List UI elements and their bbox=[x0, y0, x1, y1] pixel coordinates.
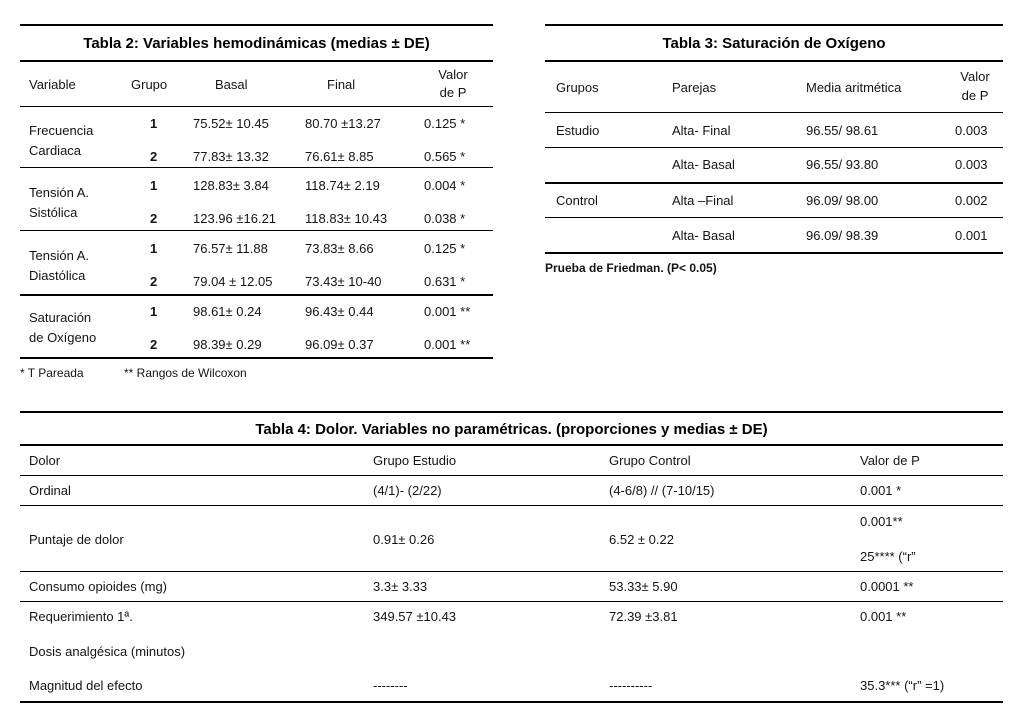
final-value: 96.09± 0.37 bbox=[305, 337, 374, 352]
grupo-cell: Control bbox=[556, 193, 598, 208]
basal-value: 128.83± 3.84 bbox=[193, 178, 269, 193]
table-2-header-rule bbox=[20, 106, 493, 107]
table-2-bottom-rule bbox=[20, 357, 493, 359]
header-variable: Variable bbox=[29, 77, 76, 92]
header-p-line-1: Valor bbox=[438, 67, 468, 82]
row-rule bbox=[20, 294, 493, 296]
control-value: 72.39 ±3.81 bbox=[609, 609, 678, 624]
control-value: 53.33± 5.90 bbox=[609, 579, 678, 594]
final-value: 96.43± 0.44 bbox=[305, 304, 374, 319]
basal-value: 123.96 ±16.21 bbox=[193, 211, 277, 226]
estudio-value: 0.91± 0.26 bbox=[373, 532, 435, 547]
p-value: 0.125 * bbox=[424, 241, 466, 256]
media-cell: 96.09/ 98.39 bbox=[806, 228, 879, 243]
table-3-header-rule bbox=[545, 112, 1003, 113]
p-value: 0.001 ** bbox=[424, 304, 471, 319]
row-rule bbox=[20, 601, 1003, 602]
p-value: 0.003 bbox=[955, 123, 988, 138]
p-value: 0.001** bbox=[860, 514, 903, 529]
header-grupos: Grupos bbox=[556, 80, 599, 95]
variable-label: Diastólica bbox=[29, 268, 86, 283]
header-grupo: Grupo bbox=[131, 77, 168, 92]
header-dolor: Dolor bbox=[29, 453, 61, 468]
grupo-cell: Estudio bbox=[556, 123, 600, 138]
estudio-value: 3.3± 3.33 bbox=[373, 579, 428, 594]
table-2-footnote: * T Pareada bbox=[20, 366, 84, 380]
p-value: 0.038 * bbox=[424, 211, 466, 226]
variable-label: de Oxígeno bbox=[29, 330, 97, 345]
row-rule bbox=[20, 505, 1003, 506]
row-rule bbox=[545, 217, 1003, 218]
table-2-title-rule bbox=[20, 60, 493, 62]
table-3-footnote: Prueba de Friedman. (P< 0.05) bbox=[545, 261, 717, 275]
header-p-line-2: de P bbox=[961, 88, 989, 103]
pareja-cell: Alta –Final bbox=[672, 193, 734, 208]
row-rule bbox=[20, 571, 1003, 572]
header-grupo-control: Grupo Control bbox=[609, 453, 691, 468]
table-4-title: Tabla 4: Dolor. Variables no paramétricas. (proporciones y medias ± DE) bbox=[255, 421, 768, 438]
header-p-line-1: Valor bbox=[960, 69, 990, 84]
header-basal: Basal bbox=[215, 77, 248, 92]
variable-label: Saturación bbox=[29, 310, 92, 325]
basal-value: 76.57± 11.88 bbox=[193, 241, 268, 256]
control-value: ---------- bbox=[609, 678, 653, 693]
table-4-bottom-rule bbox=[20, 701, 1003, 703]
dolor-label: Ordinal bbox=[29, 483, 71, 498]
group-number: 2 bbox=[150, 149, 158, 164]
group-number: 2 bbox=[150, 337, 158, 352]
variable-label: Cardiaca bbox=[29, 143, 82, 158]
p-value: 0.125 * bbox=[424, 116, 466, 131]
pareja-cell: Alta- Final bbox=[672, 123, 731, 138]
control-value: (4-6/8) // (7-10/15) bbox=[609, 483, 715, 498]
p-value: 0.631 * bbox=[424, 274, 466, 289]
basal-value: 98.39± 0.29 bbox=[193, 337, 262, 352]
header-p-line-2: de P bbox=[439, 85, 467, 100]
table-2-title: Tabla 2: Variables hemodinámicas (medias ± DE) bbox=[83, 35, 430, 52]
header-grupo-estudio: Grupo Estudio bbox=[373, 453, 457, 468]
control-value: 6.52 ± 0.22 bbox=[609, 532, 674, 547]
basal-value: 75.52± 10.45 bbox=[193, 116, 269, 131]
media-cell: 96.55/ 93.80 bbox=[806, 157, 879, 172]
dolor-label: Dosis analgésica (minutos) bbox=[29, 644, 186, 659]
table-4-top-rule bbox=[20, 411, 1003, 413]
table-3-top-rule bbox=[545, 24, 1003, 26]
table-4-header-rule bbox=[20, 475, 1003, 476]
table-3-bottom-rule bbox=[545, 252, 1003, 254]
group-number: 1 bbox=[150, 178, 158, 193]
variable-label: Frecuencia bbox=[29, 123, 94, 138]
estudio-value: 349.57 ±10.43 bbox=[373, 609, 457, 624]
dolor-label: Magnitud del efecto bbox=[29, 678, 143, 693]
final-value: 76.61± 8.85 bbox=[305, 149, 374, 164]
table-2-top-rule bbox=[20, 24, 493, 26]
table-4-title-rule bbox=[20, 444, 1003, 446]
row-rule bbox=[20, 167, 493, 168]
estudio-value: (4/1)- (2/22) bbox=[373, 483, 442, 498]
media-cell: 96.55/ 98.61 bbox=[806, 123, 879, 138]
basal-value: 79.04 ± 12.05 bbox=[193, 274, 273, 289]
effect-size-value: 25**** (“r” bbox=[860, 549, 916, 564]
table-3-title: Tabla 3: Saturación de Oxígeno bbox=[662, 35, 886, 52]
header-final: Final bbox=[327, 77, 356, 92]
p-value: 0.001 ** bbox=[424, 337, 471, 352]
p-value: 0.565 * bbox=[424, 149, 466, 164]
basal-value: 77.83± 13.32 bbox=[193, 149, 269, 164]
variable-label: Tensión A. bbox=[29, 185, 89, 200]
p-value: 0.001 ** bbox=[860, 609, 907, 624]
row-rule bbox=[545, 182, 1003, 184]
group-number: 2 bbox=[150, 274, 158, 289]
table-3-title-rule bbox=[545, 60, 1003, 62]
final-value: 118.83± 10.43 bbox=[305, 211, 388, 226]
table-2-footnote: ** Rangos de Wilcoxon bbox=[124, 366, 247, 380]
row-rule bbox=[20, 230, 493, 231]
p-value: 0.003 bbox=[955, 157, 988, 172]
dolor-label: Consumo opioides (mg) bbox=[29, 579, 168, 594]
pareja-cell: Alta- Basal bbox=[672, 157, 735, 172]
final-value: 80.70 ±13.27 bbox=[305, 116, 381, 131]
basal-value: 98.61± 0.24 bbox=[193, 304, 262, 319]
variable-label: Sistólica bbox=[29, 205, 78, 220]
final-value: 73.83± 8.66 bbox=[305, 241, 374, 256]
dolor-label: Puntaje de dolor bbox=[29, 532, 124, 547]
header-p: Valor de P bbox=[860, 453, 920, 468]
group-number: 1 bbox=[150, 304, 158, 319]
dolor-label: Requerimiento 1ª. bbox=[29, 609, 133, 624]
final-value: 118.74± 2.19 bbox=[305, 178, 380, 193]
variable-label: Tensión A. bbox=[29, 248, 89, 263]
group-number: 2 bbox=[150, 211, 158, 226]
estudio-value: -------- bbox=[373, 678, 408, 693]
row-rule bbox=[545, 147, 1003, 148]
p-value: 0.002 bbox=[955, 193, 988, 208]
p-value: 0.0001 ** bbox=[860, 579, 914, 594]
p-value: 0.001 * bbox=[860, 483, 902, 498]
media-cell: 96.09/ 98.00 bbox=[806, 193, 879, 208]
pareja-cell: Alta- Basal bbox=[672, 228, 735, 243]
final-value: 73.43± 10-40 bbox=[305, 274, 382, 289]
group-number: 1 bbox=[150, 241, 158, 256]
p-value: 0.001 bbox=[955, 228, 988, 243]
group-number: 1 bbox=[150, 116, 158, 131]
p-value: 0.004 * bbox=[424, 178, 466, 193]
header-media: Media aritmética bbox=[806, 80, 902, 95]
effect-size-value: 35.3*** (“r” =1) bbox=[860, 678, 945, 693]
header-parejas: Parejas bbox=[672, 80, 717, 95]
